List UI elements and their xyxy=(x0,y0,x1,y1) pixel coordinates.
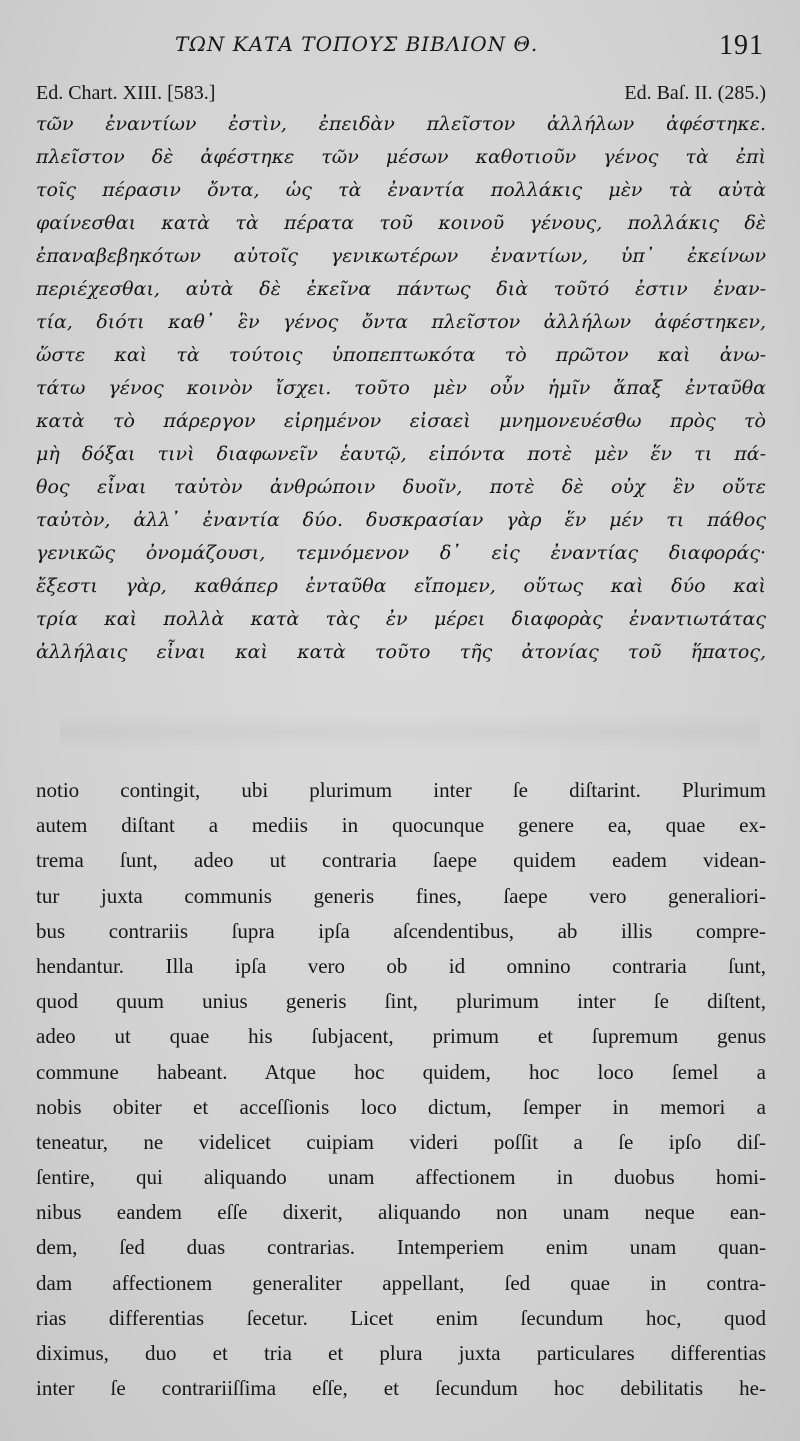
bleed-through-shadow xyxy=(60,712,760,752)
greek-text-block xyxy=(36,108,766,669)
greek-line: θος εἶναι ταὐτὸν ἀνθρώποιν δυοῖν, ποτὲ δὲ οὐχ ἓν οὔτε xyxy=(36,476,766,498)
latin-line: diximus, duo et tria et plura juxta particulares differentias xyxy=(36,1341,766,1365)
greek-line: ταὐτὸν, ἀλλ᾽ ἐναντία δύο. δυσκρασίαν γὰρ ἕν μέν τι πάθος xyxy=(36,509,766,531)
greek-line: ἐπαναβεβηκότων αὐτοῖς γενικωτέρων ἐναντίων, ὑπ᾽ ἐκείνων xyxy=(36,245,766,267)
latin-line: trema ſunt, adeo ut contraria ſaepe quidem eadem videan- xyxy=(36,848,766,873)
latin-line: notio contingit, ubi plurimum inter ſe diſtarint. Plurimum xyxy=(36,778,766,802)
latin-line: inter ſe contrariiſſima eſſe, et ſecundum hoc debilitatis he- xyxy=(36,1376,766,1401)
latin-line: hendantur. Illa ipſa vero ob id omnino contraria ſunt, xyxy=(36,953,766,978)
greek-line: τία, διότι καθ᾽ ἓν γένος ὄντα πλεῖστον ἀλλήλων ἀφέστηκεν, xyxy=(36,311,766,333)
latin-line: dem, ſed duas contrarias. Intemperiem enim unam quan- xyxy=(36,1235,766,1260)
greek-line: τῶν ἐναντίων ἐστὶν, ἐπειδὰν πλεῖστον ἀλλήλων ἀφέστηκε. xyxy=(36,113,766,135)
greek-line: φαίνεσθαι κατὰ τὰ πέρατα τοῦ κοινοῦ γένους, πολλάκις δὲ xyxy=(36,212,766,234)
latin-line: teneatur, ne videlicet cuipiam videri poſſit a ſe ipſo diſ- xyxy=(36,1129,766,1154)
edition-reference-basel: Ed. Baſ. II. (285.) xyxy=(624,82,766,104)
latin-line: adeo ut quae his ſubjacent, primum et ſupremum genus xyxy=(36,1024,766,1049)
greek-line: γενικῶς ὀνομάζουσι, τεμνόμενον δ᾽ εἰς ἐναντίας διαφοράς· xyxy=(36,542,766,564)
edition-reference-chartier: Ed. Chart. XIII. [583.] xyxy=(36,82,216,104)
latin-line: nibus eandem eſſe dixerit, aliquando non unam neque ean- xyxy=(36,1200,766,1225)
running-title: ΤΩΝ ΚΑΤΑ ΤΟΠΟΥΣ ΒΙΒΛΙΟΝ Θ. xyxy=(175,32,539,56)
edition-references xyxy=(36,82,766,108)
latin-line: rias differentias ſecetur. Licet enim ſecundum hoc, quod xyxy=(36,1305,766,1330)
latin-line: ſentire, qui aliquando unam affectionem in duobus homi- xyxy=(36,1165,766,1190)
latin-line: commune habeant. Atque hoc quidem, hoc loco ſemel a xyxy=(36,1059,766,1084)
latin-line: autem diſtant a mediis in quocunque genere ea, quae ex- xyxy=(36,813,766,838)
greek-line: περιέχεσθαι, αὐτὰ δὲ ἐκεῖνα πάντως διὰ τοῦτό ἐστιν ἐναν- xyxy=(36,278,766,300)
greek-line: ἀλλήλαις εἶναι καὶ κατὰ τοῦτο τῆς ἀτονίας τοῦ ἥπατος, xyxy=(36,641,766,663)
greek-line: μὴ δόξαι τινὶ διαφωνεῖν ἑαυτῷ, εἰπόντα ποτὲ μὲν ἕν τι πά- xyxy=(36,443,766,465)
greek-line: ὥστε καὶ τὰ τούτοις ὑποπεπτωκότα τὸ πρῶτον καὶ ἀνω- xyxy=(36,344,766,366)
greek-line: κατὰ τὸ πάρεργον εἰρημένον εἰσαεὶ μνημονευέσθω πρὸς τὸ xyxy=(36,410,766,432)
latin-line: tur juxta communis generis fines, ſaepe vero generaliori- xyxy=(36,883,766,908)
latin-line: nobis obiter et acceſſionis loco dictum, ſemper in memori a xyxy=(36,1094,766,1119)
latin-line: dam affectionem generaliter appellant, ſed quae in contra- xyxy=(36,1270,766,1295)
page-number: 191 xyxy=(719,30,764,61)
latin-line: quod quum unius generis ſint, plurimum inter ſe diſtent, xyxy=(36,989,766,1014)
greek-line: τοῖς πέρασιν ὄντα, ὡς τὰ ἐναντία πολλάκις μὲν τὰ αὐτὰ xyxy=(36,179,766,201)
latin-line: bus contrariis ſupra ipſa aſcendentibus, ab illis compre- xyxy=(36,918,766,943)
latin-text-block xyxy=(36,773,766,1406)
greek-line: τρία καὶ πολλὰ κατὰ τὰς ἐν μέρει διαφορὰς ἐναντιωτάτας xyxy=(36,608,766,630)
greek-line: τάτω γένος κοινὸν ἴσχει. τοῦτο μὲν οὖν ἡμῖν ἅπαξ ἐνταῦθα xyxy=(36,377,766,399)
running-head xyxy=(0,30,800,64)
greek-line: ἔξεστι γὰρ, καθάπερ ἐνταῦθα εἴπομεν, οὕτως καὶ δύο καὶ xyxy=(36,575,766,597)
greek-line: πλεῖστον δὲ ἀφέστηκε τῶν μέσων καθοτιοῦν γένος τὰ ἐπὶ xyxy=(36,146,766,168)
